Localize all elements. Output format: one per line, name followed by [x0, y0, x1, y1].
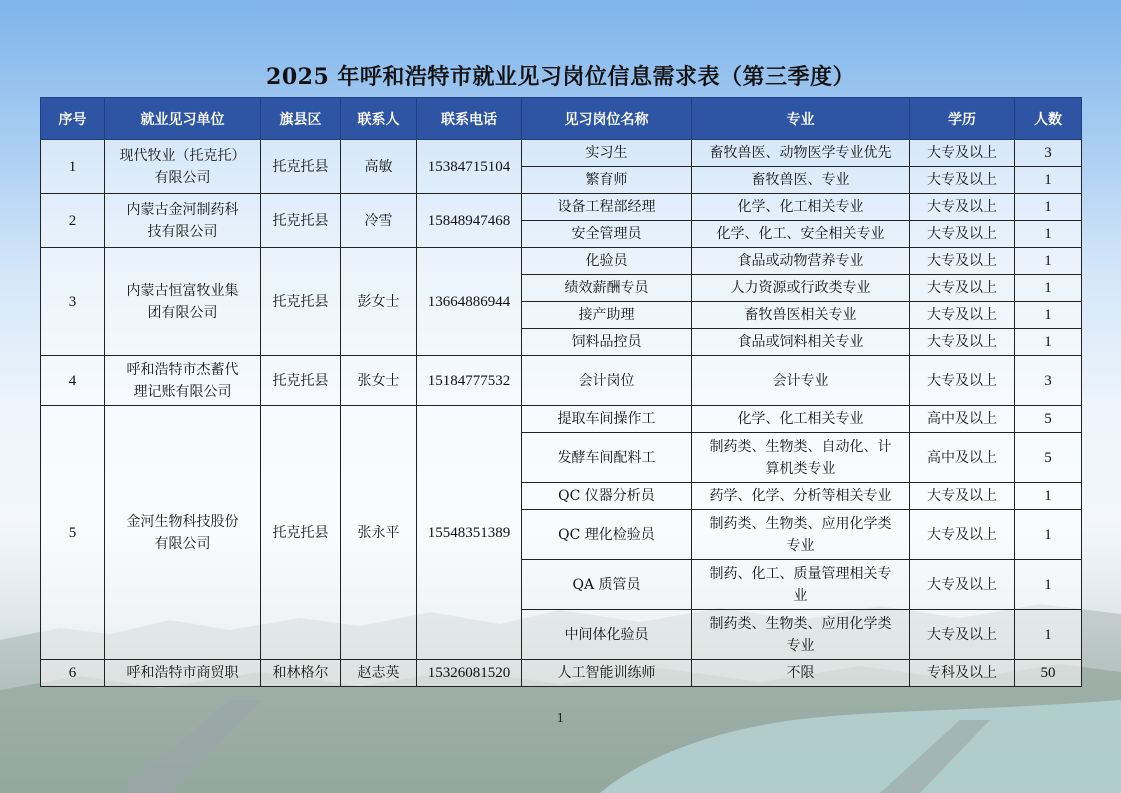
position-education: 专科及以上	[910, 660, 1015, 687]
position-education: 大专及以上	[910, 167, 1015, 194]
page-number: 1	[556, 711, 565, 725]
position-major: 化学、化工相关专业	[692, 194, 910, 221]
unit-name: 金河生物科技股份 有限公司	[105, 406, 261, 660]
position-count: 1	[1015, 194, 1082, 221]
position-major: 制药类、生物类、自动化、计 算机类专业	[692, 433, 910, 483]
unit-contact: 高敏	[341, 140, 417, 194]
header-contact: 联系人	[341, 98, 417, 140]
position-education: 大专及以上	[910, 275, 1015, 302]
position-major: 食品或饲料相关专业	[692, 329, 910, 356]
unit-district: 和林格尔	[261, 660, 341, 687]
position-title: QA 质管员	[522, 560, 692, 610]
header-phone: 联系电话	[417, 98, 522, 140]
position-count: 3	[1015, 140, 1082, 167]
unit-contact: 张永平	[341, 406, 417, 660]
position-title: 会计岗位	[522, 356, 692, 406]
position-major: 药学、化学、分析等相关专业	[692, 483, 910, 510]
position-count: 1	[1015, 221, 1082, 248]
position-education: 大专及以上	[910, 140, 1015, 167]
unit-name: 现代牧业（托克托） 有限公司	[105, 140, 261, 194]
position-major: 人力资源或行政类专业	[692, 275, 910, 302]
table-row	[41, 140, 1082, 167]
position-education: 高中及以上	[910, 406, 1015, 433]
unit-contact: 赵志英	[341, 660, 417, 687]
position-education: 大专及以上	[910, 194, 1015, 221]
unit-name: 内蒙古恒富牧业集 团有限公司	[105, 248, 261, 356]
unit-phone: 15326081520	[417, 660, 522, 687]
position-title: 人工智能训练师	[522, 660, 692, 687]
position-title: 实习生	[522, 140, 692, 167]
position-education: 大专及以上	[910, 221, 1015, 248]
position-major: 畜牧兽医、专业	[692, 167, 910, 194]
unit-phone: 15184777532	[417, 356, 522, 406]
position-count: 5	[1015, 433, 1082, 483]
position-title: 化验员	[522, 248, 692, 275]
position-title: 繁育师	[522, 167, 692, 194]
position-title: 设备工程部经理	[522, 194, 692, 221]
position-count: 1	[1015, 302, 1082, 329]
unit-no: 2	[41, 194, 105, 248]
position-title: QC 仪器分析员	[522, 483, 692, 510]
position-education: 高中及以上	[910, 433, 1015, 483]
position-count: 1	[1015, 510, 1082, 560]
position-major: 制药、化工、质量管理相关专 业	[692, 560, 910, 610]
table-row	[41, 356, 1082, 406]
unit-district: 托克托县	[261, 194, 341, 248]
position-major: 化学、化工、安全相关专业	[692, 221, 910, 248]
table-row	[41, 660, 1082, 687]
position-education: 大专及以上	[910, 248, 1015, 275]
position-education: 大专及以上	[910, 329, 1015, 356]
position-major: 畜牧兽医、动物医学专业优先	[692, 140, 910, 167]
unit-no: 4	[41, 356, 105, 406]
header-count: 人数	[1015, 98, 1082, 140]
unit-no: 6	[41, 660, 105, 687]
position-title: 接产助理	[522, 302, 692, 329]
unit-name: 呼和浩特市商贸职	[105, 660, 261, 687]
position-education: 大专及以上	[910, 483, 1015, 510]
unit-district: 托克托县	[261, 140, 341, 194]
position-major: 制药类、生物类、应用化学类 专业	[692, 510, 910, 560]
header-major: 专业	[692, 98, 910, 140]
unit-name: 内蒙古金河制药科 技有限公司	[105, 194, 261, 248]
position-education: 大专及以上	[910, 560, 1015, 610]
page-title: 2025 年呼和浩特市就业见习岗位信息需求表（第三季度）	[266, 64, 855, 90]
unit-phone: 15384715104	[417, 140, 522, 194]
position-major: 畜牧兽医相关专业	[692, 302, 910, 329]
table-row	[41, 194, 1082, 221]
unit-contact: 冷雪	[341, 194, 417, 248]
position-count: 3	[1015, 356, 1082, 406]
unit-name: 呼和浩特市杰蓄代 理记账有限公司	[105, 356, 261, 406]
position-education: 大专及以上	[910, 356, 1015, 406]
position-title: 安全管理员	[522, 221, 692, 248]
unit-no: 1	[41, 140, 105, 194]
unit-phone: 15548351389	[417, 406, 522, 660]
unit-district: 托克托县	[261, 356, 341, 406]
unit-district: 托克托县	[261, 406, 341, 660]
header-district: 旗县区	[261, 98, 341, 140]
position-count: 1	[1015, 167, 1082, 194]
position-count: 1	[1015, 248, 1082, 275]
header-no: 序号	[41, 98, 105, 140]
position-title: 饲料品控员	[522, 329, 692, 356]
position-count: 1	[1015, 275, 1082, 302]
position-major: 食品或动物营养专业	[692, 248, 910, 275]
position-major: 不限	[692, 660, 910, 687]
position-title: QC 理化检验员	[522, 510, 692, 560]
position-education: 大专及以上	[910, 610, 1015, 660]
position-title: 提取车间操作工	[522, 406, 692, 433]
unit-contact: 张女士	[341, 356, 417, 406]
table-row	[41, 406, 1082, 433]
table-row	[41, 248, 1082, 275]
position-count: 50	[1015, 660, 1082, 687]
unit-phone: 15848947468	[417, 194, 522, 248]
position-major: 化学、化工相关专业	[692, 406, 910, 433]
unit-contact: 彭女士	[341, 248, 417, 356]
position-title: 绩效薪酬专员	[522, 275, 692, 302]
position-education: 大专及以上	[910, 302, 1015, 329]
position-title: 中间体化验员	[522, 610, 692, 660]
header-education: 学历	[910, 98, 1015, 140]
position-major: 会计专业	[692, 356, 910, 406]
unit-phone: 13664886944	[417, 248, 522, 356]
unit-district: 托克托县	[261, 248, 341, 356]
position-major: 制药类、生物类、应用化学类 专业	[692, 610, 910, 660]
unit-no: 5	[41, 406, 105, 660]
position-count: 5	[1015, 406, 1082, 433]
table-header-row	[41, 98, 1082, 140]
position-education: 大专及以上	[910, 510, 1015, 560]
unit-no: 3	[41, 248, 105, 356]
position-title: 发酵车间配料工	[522, 433, 692, 483]
position-count: 1	[1015, 483, 1082, 510]
position-count: 1	[1015, 560, 1082, 610]
position-count: 1	[1015, 329, 1082, 356]
header-position: 见习岗位名称	[522, 98, 692, 140]
job-table	[40, 97, 1082, 687]
header-unit: 就业见习单位	[105, 98, 261, 140]
position-count: 1	[1015, 610, 1082, 660]
